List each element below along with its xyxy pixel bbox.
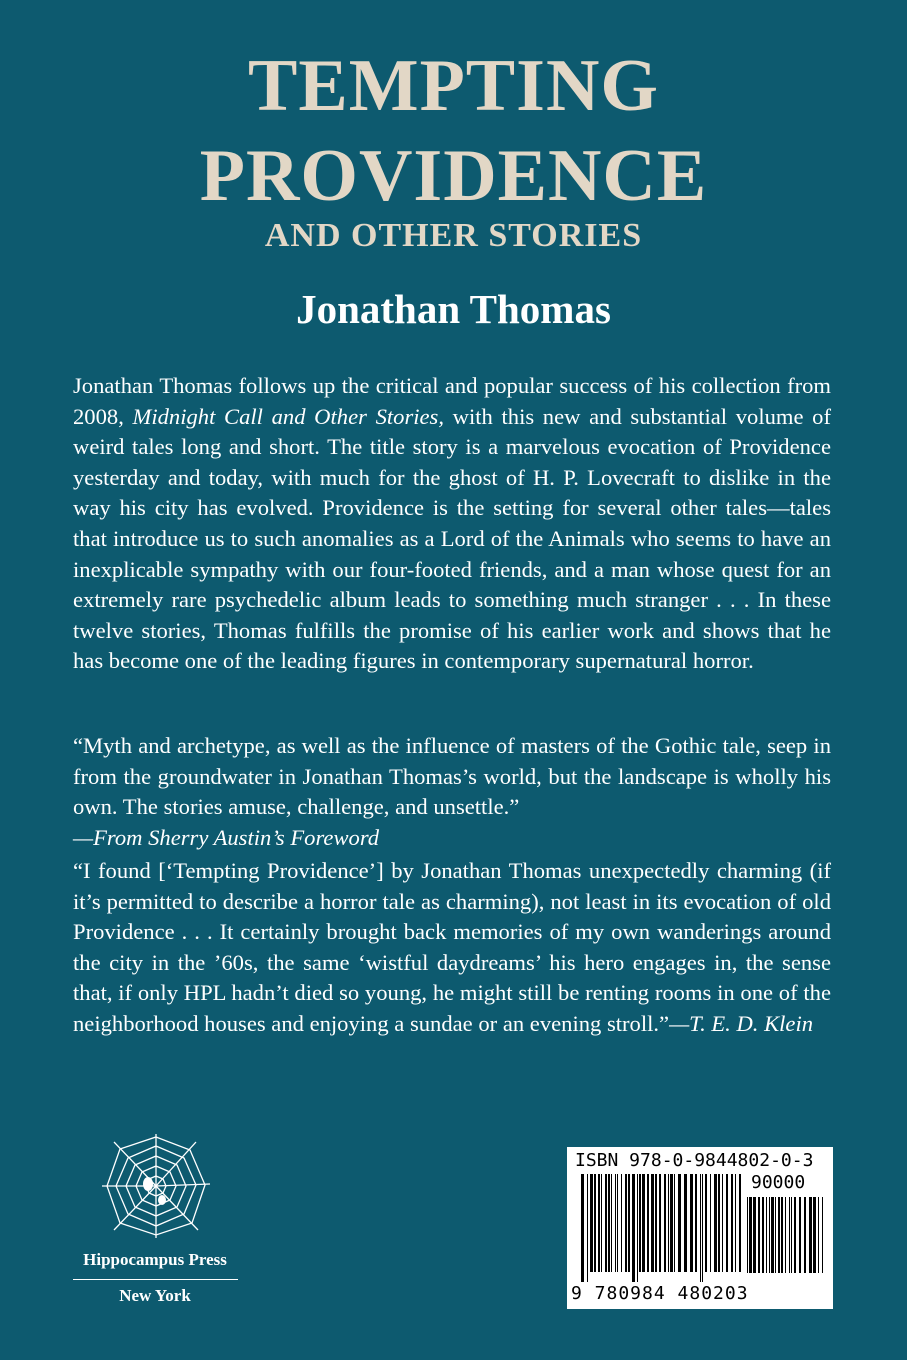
barcode-bar [794, 1197, 796, 1273]
barcode-bar [749, 1197, 752, 1273]
barcode-bar [758, 1197, 760, 1273]
description-text-start: Jonathan Thomas follows up the critical and popular success of his collection from 2008, [73, 373, 831, 429]
description-italic-title: Midnight Call and Other Stories, [132, 403, 444, 429]
barcode-bar [791, 1197, 792, 1273]
barcode-bar [739, 1174, 741, 1272]
barcode-bar [735, 1174, 736, 1272]
barcode-bar [670, 1174, 673, 1272]
description-text-end: with this new and substantial volume of weird tales long and short. The title story is a marvelous evocation of Providence yesterday and today, with much for the ghost of H. P. Lovecraft to dislike in the way his city has evolved. Providence is the setting for several other tales—tales that introduce us to such anomalies as a Lord of the Animals who seems to have an inexplicable sympathy with our four-footed friends, and a man whose quest for an extremely rare psychedelic album leads to something much stranger . . . In these twelve stories, Thomas fulfills the promise of his earlier work and shows that he has become one of the leading figures in contemporary supernatural horror. [73, 403, 831, 674]
isbn-label: ISBN 978-0-9844802-0-3 [575, 1150, 814, 1171]
title-line-2: PROVIDENCE [199, 135, 708, 217]
foreword-quote [73, 731, 831, 853]
barcode-bar [781, 1197, 783, 1273]
barcode-bar [674, 1174, 675, 1272]
barcode-bar [664, 1174, 666, 1272]
barcode-bar [590, 1174, 593, 1272]
barcode-bar [705, 1174, 707, 1272]
barcode-bar [642, 1174, 645, 1272]
barcode-bar [771, 1197, 774, 1273]
barcode-bar [766, 1197, 767, 1273]
barcode-bar [655, 1174, 657, 1272]
foreword-quote-text: “Myth and archetype, as well as the influence of masters of the Gothic tale, seep in from the groundwater in Jonathan Thomas’s world, but the landscape is wholly his own. The stories amuse, challenge, and unsettle.” [73, 733, 831, 820]
barcode-bar [581, 1174, 584, 1282]
publisher-city: New York [119, 1286, 191, 1305]
barcode-bar [813, 1197, 816, 1273]
barcode-bar [615, 1174, 616, 1272]
barcode-bar [611, 1174, 612, 1272]
spiderweb-icon [98, 1130, 214, 1242]
barcode-bar [722, 1174, 723, 1272]
barcode-bar [714, 1174, 717, 1272]
barcode-bar [809, 1197, 812, 1273]
barcode-digits: 9 780984 480203 [571, 1283, 749, 1304]
title-line-1: TEMPTING [248, 45, 659, 127]
klein-quote [73, 856, 831, 1040]
barcode-bar [668, 1174, 669, 1272]
barcode-bar [601, 1174, 602, 1272]
barcode-bar [778, 1197, 780, 1273]
barcode-bar [726, 1174, 728, 1272]
barcode-bar [690, 1174, 693, 1272]
foreword-quote-attribution: —From Sherry Austin’s Foreword [73, 824, 380, 850]
klein-quote-text: “I found [‘Tempting Providence’] by Jonathan Thomas unexpectedly charming (if it’s permitted to describe a horror tale as charming), not least in its evocation of old Providence . . . It certainly brought back memories of my own wanderings around the city in the ’60s, the same ‘wistful daydreams’ his hero engages in, the sense that, if only HPL hadn’t died so young, he might still be renting rooms in one of the neighborhood houses and enjoying a sundae or an evening stroll.” [73, 858, 831, 1036]
barcode-bar [700, 1174, 701, 1282]
barcode-bar [695, 1174, 697, 1272]
barcode-bar [818, 1197, 819, 1273]
barcode-bar [747, 1197, 748, 1273]
barcode-bar [647, 1174, 649, 1272]
barcode-bar [605, 1174, 607, 1272]
barcode-bar [608, 1174, 610, 1272]
barcode-bar [718, 1174, 720, 1272]
barcode-bar [710, 1174, 711, 1272]
publisher-name: Hippocampus Press [83, 1250, 227, 1269]
barcode-bar [799, 1197, 801, 1273]
barcode-bar [625, 1174, 627, 1272]
book-description [73, 371, 831, 677]
barcode-bar [702, 1174, 703, 1282]
barcode-bar [637, 1174, 638, 1282]
subtitle: AND OTHER STORIES [264, 217, 643, 254]
barcode-bar [775, 1197, 776, 1273]
barcode [567, 1147, 833, 1309]
barcode-bar [753, 1197, 756, 1273]
barcode-bar [804, 1197, 806, 1273]
barcode-bar [785, 1197, 786, 1273]
barcode-bar [769, 1197, 770, 1273]
author-name: Jonathan Thomas [296, 286, 611, 332]
klein-quote-attribution: —T. E. D. Klein [669, 1010, 814, 1036]
barcode-bar [632, 1174, 635, 1282]
ean-barcode-bars [581, 1174, 741, 1282]
barcode-bar [789, 1197, 790, 1273]
barcode-bar [659, 1174, 661, 1272]
barcode-bar [762, 1197, 764, 1273]
publisher-divider [73, 1279, 238, 1280]
barcode-bar [598, 1174, 600, 1272]
barcode-bar [617, 1174, 618, 1272]
barcode-bar [621, 1174, 622, 1272]
price-barcode-bars [747, 1197, 825, 1283]
barcode-bar [594, 1174, 596, 1272]
barcode-bar [684, 1174, 687, 1272]
price-code: 90000 [751, 1172, 806, 1193]
barcode-bar [587, 1174, 588, 1282]
barcode-bar [639, 1174, 641, 1272]
barcode-bar [678, 1174, 681, 1272]
barcode-bar [731, 1174, 733, 1272]
barcode-bar [628, 1174, 630, 1272]
barcode-bar [651, 1174, 654, 1272]
barcode-bar [822, 1197, 823, 1273]
